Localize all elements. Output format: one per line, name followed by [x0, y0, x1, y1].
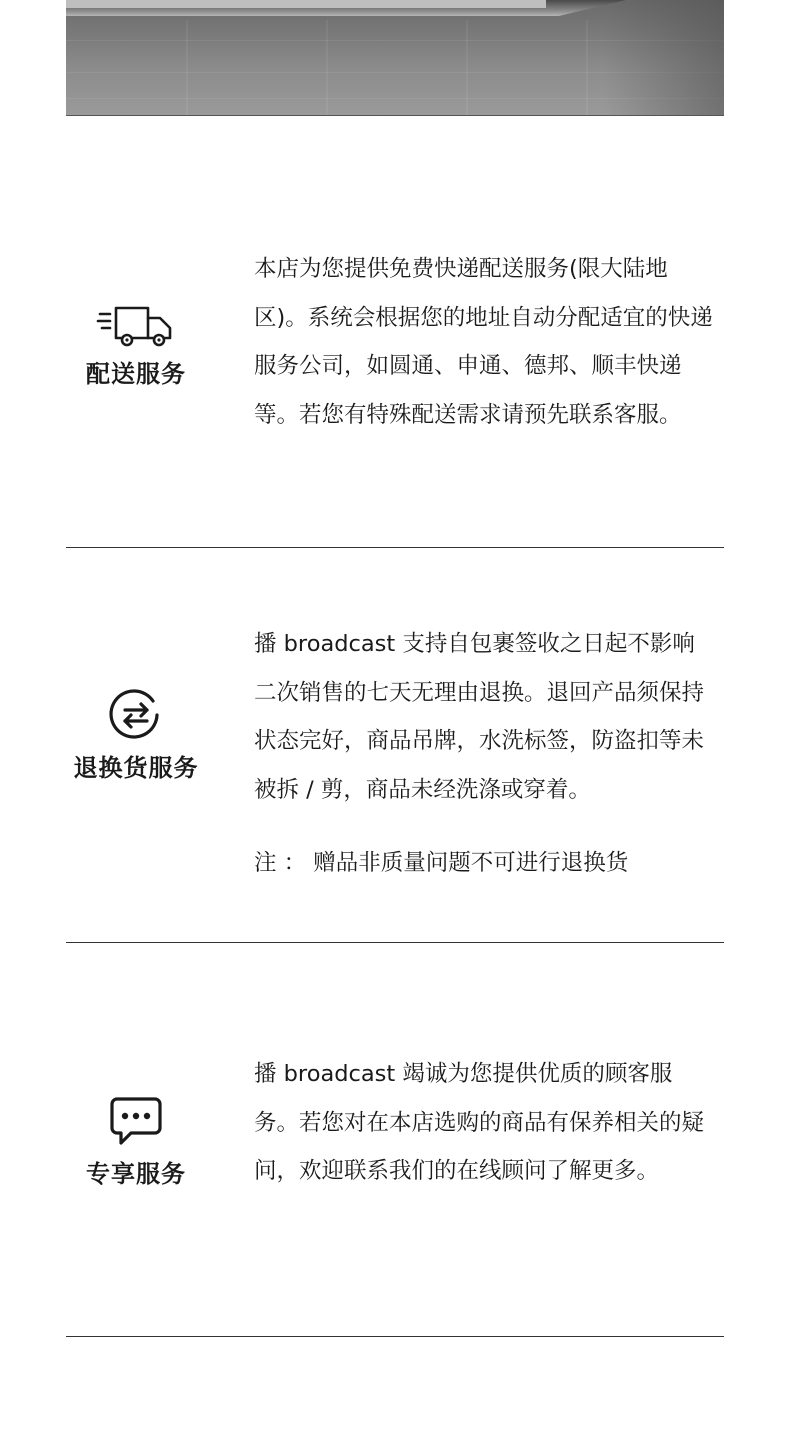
exchange-side	[66, 688, 206, 783]
delivery-title: 配送服务	[86, 360, 186, 388]
display-shelf-edge	[66, 0, 546, 8]
floor-streak	[466, 20, 468, 115]
section-divider	[66, 1336, 724, 1337]
exchange-note: 注 ： 赠品非质量问题不可进行退换货	[254, 850, 629, 876]
exclusive-side	[66, 1096, 206, 1189]
exchange-title: 退换货服务	[73, 754, 199, 782]
hero-photo	[66, 0, 724, 116]
delivery-side	[66, 304, 206, 389]
floor-streak	[186, 20, 188, 115]
floor-streak	[326, 20, 328, 115]
section-divider	[66, 547, 724, 548]
exclusive-title: 专享服务	[86, 1160, 186, 1188]
exchange-section	[66, 620, 724, 920]
section-divider	[66, 942, 724, 943]
exclusive-section	[66, 1050, 724, 1290]
wall-shadow	[604, 0, 724, 115]
exclusive-description: 播 broadcast 竭诚为您提供优质的顾客服务。若您对在本店选购的商品有保养相关的疑问，欢迎联系我们的在线顾问了解更多。	[254, 1061, 705, 1184]
delivery-section	[66, 240, 724, 500]
exchange-arrows-icon	[109, 688, 163, 742]
delivery-description: 本店为您提供免费快递配送服务(限大陆地区)。系统会根据您的地址自动分配适宜的快递服务公司，如圆通、申通、德邦、顺丰快递等。若您有特殊配送需求请预先联系客服。	[254, 256, 713, 428]
delivery-truck-icon	[96, 304, 176, 348]
exchange-description: 播 broadcast 支持自包裹签收之日起不影响二次销售的七天无理由退换。退回产品须保持状态完好，商品吊牌，水洗标签，防盗扣等未被拆 / 剪，商品未经洗涤或穿着。	[254, 631, 705, 803]
chat-bubble-icon	[109, 1096, 163, 1148]
floor-streak	[586, 20, 588, 115]
